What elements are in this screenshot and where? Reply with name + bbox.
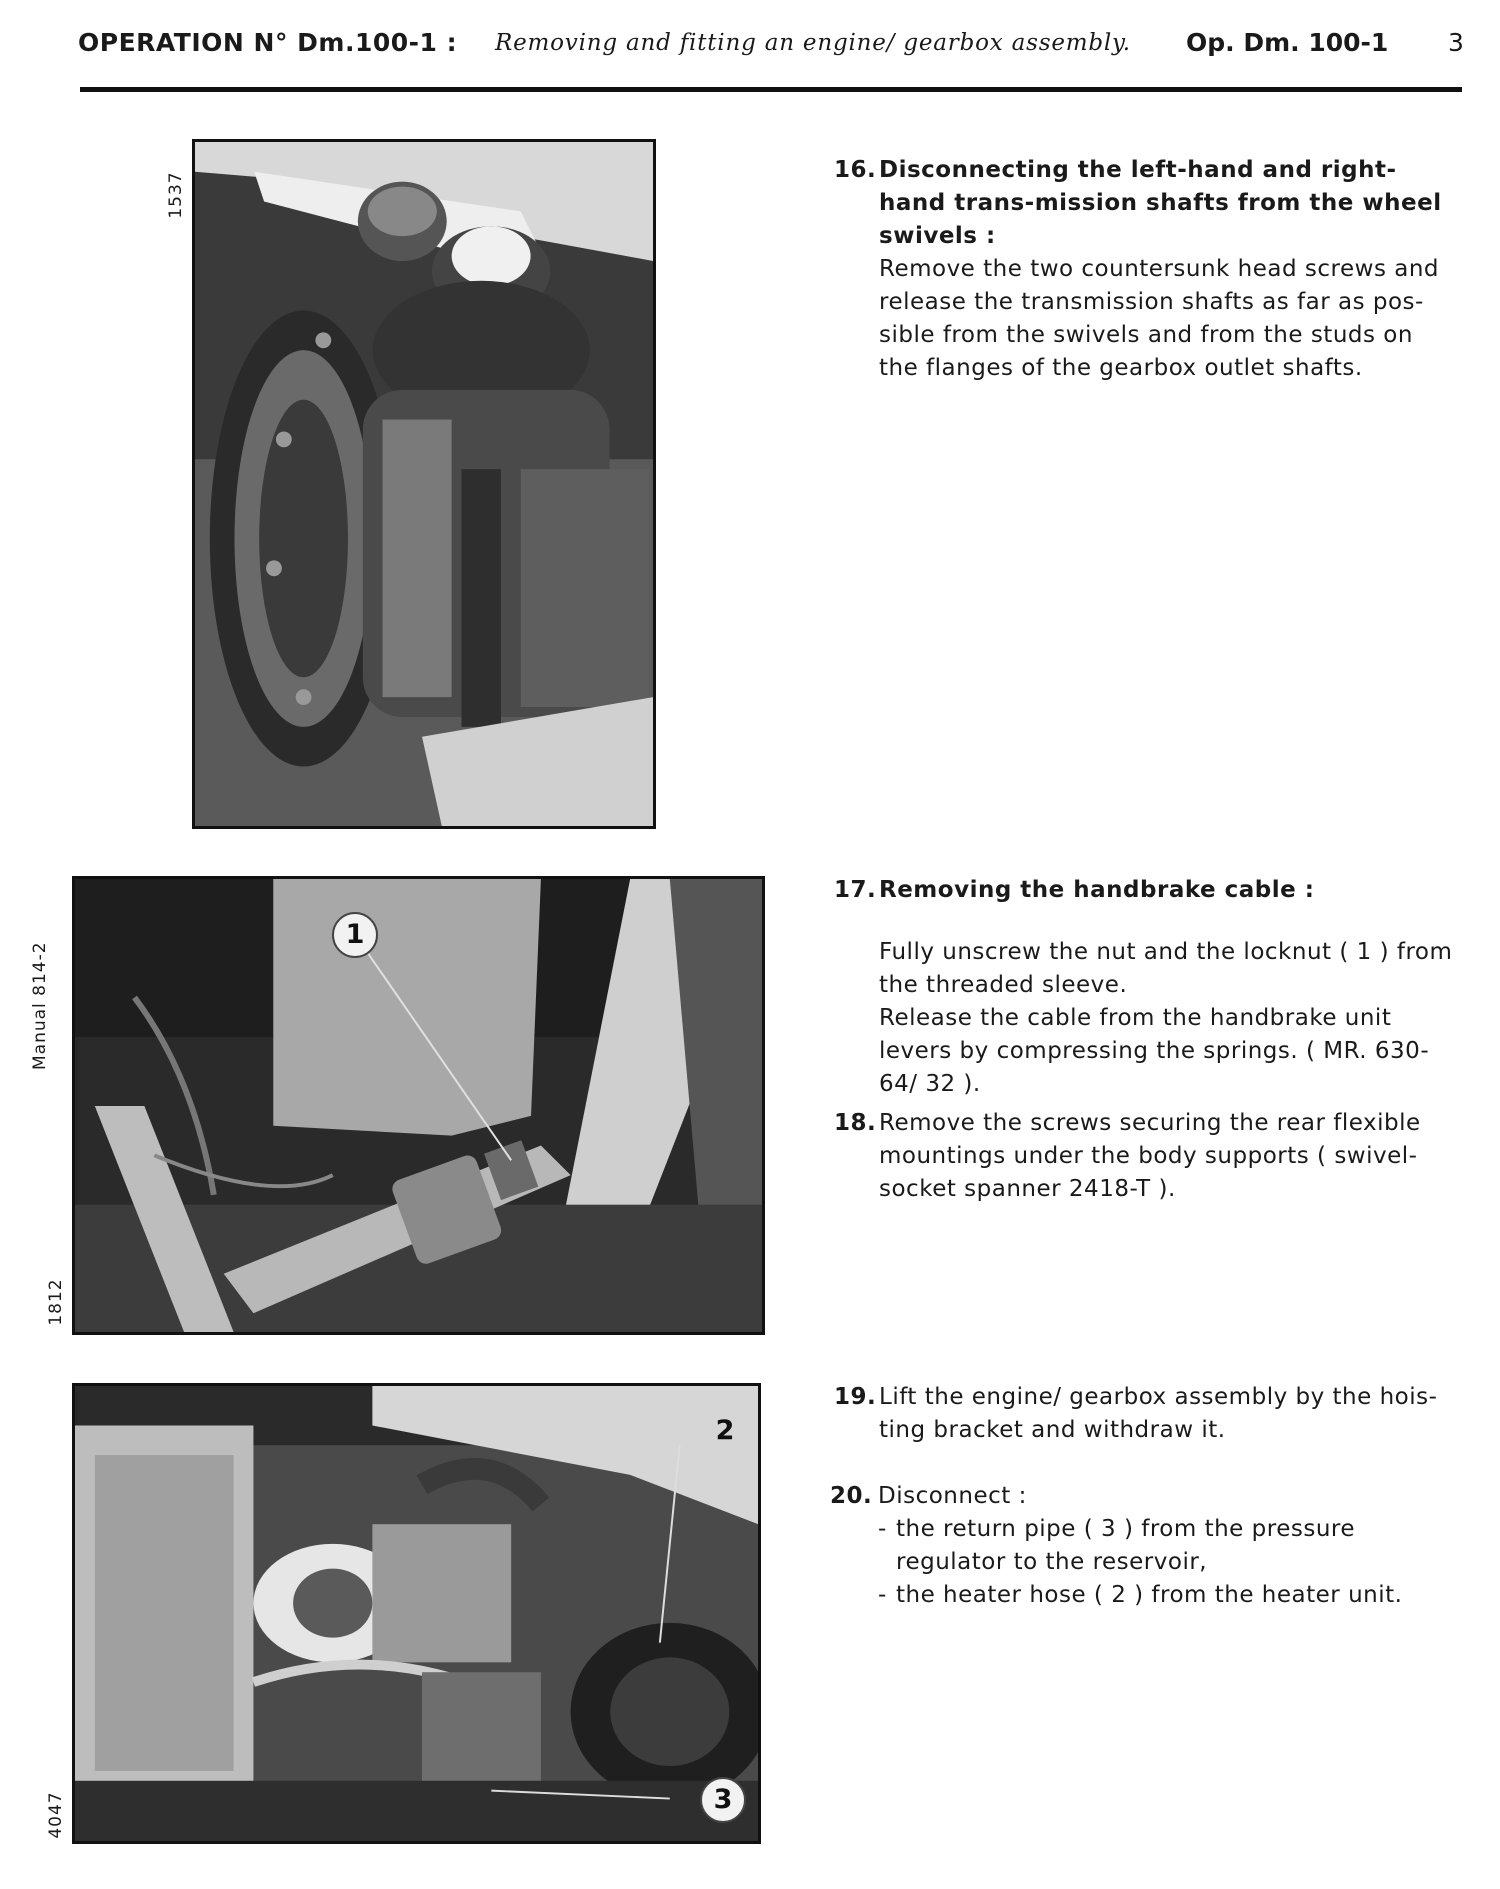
step-19 (834, 1381, 1464, 1461)
step-16-heading: Disconnecting the left-hand and right-hand trans-mission shafts from the wheel swivels : (879, 157, 1442, 249)
callout-1: 1 (332, 912, 378, 958)
page-number: 3 (1448, 28, 1464, 57)
step-20-item-1: - the return pipe ( 3 ) from the pressure regulator to the reservoir, (878, 1513, 1458, 1579)
step-18-body: Remove the screws securing the rear flexible mountings under the body supports ( swivel-socket spanner 2418-T ). (879, 1110, 1421, 1202)
header-rule (80, 87, 1462, 92)
step-17-para2: Release the cable from the handbrake unit levers by compressing the springs. ( MR. 630-64/ 32 ). (879, 1005, 1430, 1097)
step-20-number: 20. (830, 1483, 873, 1509)
step-20-item-2: - the heater hose ( 2 ) from the heater unit. (878, 1579, 1458, 1612)
callout-3: 3 (700, 1777, 746, 1823)
step-16 (834, 154, 1464, 394)
step-20 (830, 1480, 1464, 1630)
step-17-para1: Fully unscrew the nut and the locknut ( 1 ) from the threaded sleeve. (879, 939, 1453, 998)
operation-number: OPERATION N° Dm.100-1 : (78, 28, 458, 57)
step-17-number: 17. (834, 877, 877, 903)
step-17 (834, 874, 1464, 1097)
photo1-number: 1537 (166, 171, 186, 219)
photo3-number: 4047 (46, 1791, 66, 1839)
page-header (78, 22, 1464, 66)
step-18-number: 18. (834, 1110, 877, 1136)
manual-label: Manual 814-2 (30, 941, 50, 1070)
operation-ref: Op. Dm. 100-1 (1186, 28, 1389, 57)
photo-handbrake-cable (72, 876, 765, 1335)
step-17-heading: Removing the handbrake cable : (879, 877, 1315, 903)
callout-2: 2 (715, 1415, 735, 1446)
operation-title: Removing and fitting an engine/ gearbox assembly. (495, 30, 1131, 56)
step-20-intro: Disconnect : (878, 1483, 1027, 1509)
step-18 (834, 1107, 1464, 1217)
photo-wheel-swivel (192, 139, 656, 829)
step-19-body: Lift the engine/ gearbox assembly by the hois-ting bracket and withdraw it. (879, 1384, 1438, 1443)
step-16-number: 16. (834, 157, 877, 183)
photo-engine-bay (72, 1383, 761, 1844)
step-19-number: 19. (834, 1384, 877, 1410)
step-16-body: Remove the two countersunk head screws and release the transmission shafts as far as pos-sible from the swivels and from the studs on the flanges of the gearbox outlet shafts. (879, 256, 1440, 381)
photo2-number: 1812 (46, 1278, 66, 1326)
